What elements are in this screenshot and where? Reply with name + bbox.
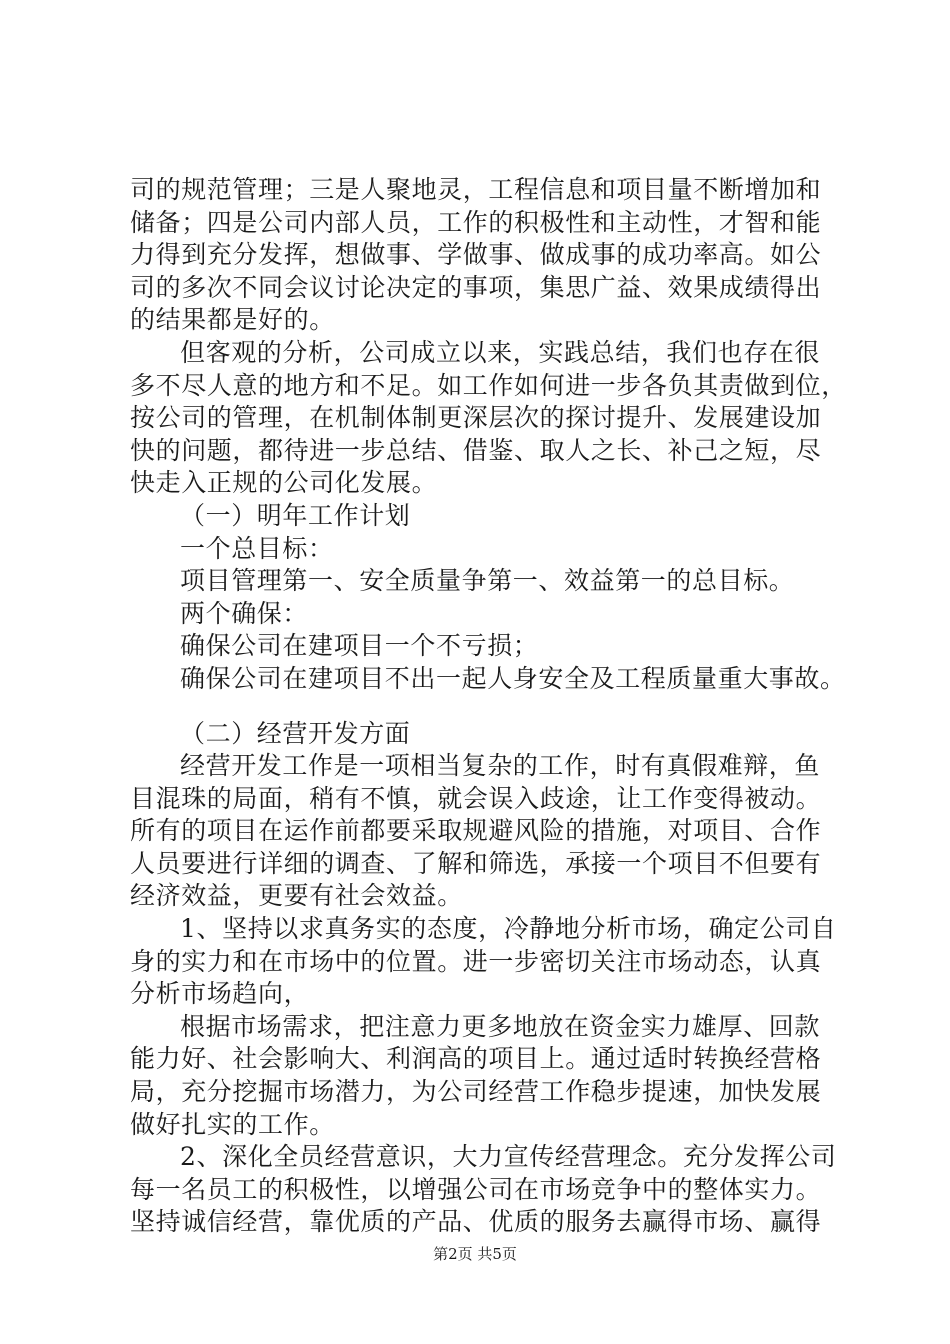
paragraph-line: 人员要进行详细的调查、了解和筛选，承接一个项目不但要有 xyxy=(130,848,822,878)
paragraph-line: 局，充分挖掘市场潜力，为公司经营工作稳步提速，加快发展 xyxy=(130,1077,822,1107)
paragraph-line: 快的问题，都待进一步总结、借鉴、取人之长、补己之短，尽 xyxy=(130,435,822,465)
paragraph-line: 多不尽人意的地方和不足。如工作如何进一步各负其责做到位， xyxy=(130,370,847,400)
paragraph-line: 快走入正规的公司化发展。 xyxy=(130,468,438,498)
paragraph-line: 身的实力和在市场中的位置。进一步密切关注市场动态，认真 xyxy=(130,946,822,976)
page-number-footer: 第2页 共5页 xyxy=(433,1245,517,1263)
paragraph-line: 的结果都是好的。 xyxy=(130,305,335,335)
paragraph-line: 所有的项目在运作前都要采取规避风险的措施，对项目、合作 xyxy=(130,816,822,846)
paragraph-line: 经营开发工作是一项相当复杂的工作，时有真假难辩，鱼 xyxy=(180,751,821,781)
paragraph-line: 按公司的管理，在机制体制更深层次的探讨提升、发展建设加 xyxy=(130,403,822,433)
plan-item: 确保公司在建项目一个不亏损； xyxy=(180,631,539,661)
paragraph-line: 司的规范管理；三是人聚地灵，工程信息和项目量不断增加和 xyxy=(130,175,822,204)
blank-spacer xyxy=(130,696,860,718)
paragraph-line: 1、坚持以求真务实的态度，冷静地分析市场，确定公司自 xyxy=(180,914,837,944)
paragraph-line: 经济效益，更要有社会效益。 xyxy=(130,881,463,911)
section-heading: （一）明年工作计划 xyxy=(180,500,411,530)
paragraph-line: 坚持诚信经营，靠优质的产品、优质的服务去赢得市场、赢得 xyxy=(130,1207,822,1237)
paragraph-line: 司的多次不同会议讨论决定的事项，集思广益、效果成绩得出 xyxy=(130,272,822,302)
plan-item: 两个确保： xyxy=(180,598,309,628)
paragraph-line: 目混珠的局面，稍有不慎，就会误入歧途，让工作变得被动。 xyxy=(130,783,822,813)
paragraph-line: 做好扎实的工作。 xyxy=(130,1109,335,1139)
section-heading: （二）经营开发方面 xyxy=(180,718,411,748)
plan-item: 项目管理第一、安全质量争第一、效益第一的总目标。 xyxy=(180,566,795,596)
paragraph-line: 每一名员工的积极性，以增强公司在市场竞争中的整体实力。 xyxy=(130,1174,822,1204)
plan-item: 一个总目标： xyxy=(180,533,334,563)
plan-item: 确保公司在建项目不出一起人身安全及工程质量重大事故。 xyxy=(180,663,846,693)
paragraph-line: 能力好、社会影响大、利润高的项目上。通过适时转换经营格 xyxy=(130,1044,822,1074)
paragraph-line: 力得到充分发挥，想做事、学做事、做成事的成功率高。如公 xyxy=(130,240,822,270)
paragraph-line: 根据市场需求，把注意力更多地放在资金实力雄厚、回款 xyxy=(180,1011,821,1041)
paragraph-line: 分析市场趋向， xyxy=(130,979,310,1009)
document-body xyxy=(130,174,860,1239)
paragraph-line: 2、深化全员经营意识，大力宣传经营理念。充分发挥公司 xyxy=(180,1142,837,1172)
paragraph-line: 储备；四是公司内部人员，工作的积极性和主动性，才智和能 xyxy=(130,207,822,237)
paragraph-line: 但客观的分析，公司成立以来，实践总结，我们也存在很 xyxy=(180,337,821,367)
